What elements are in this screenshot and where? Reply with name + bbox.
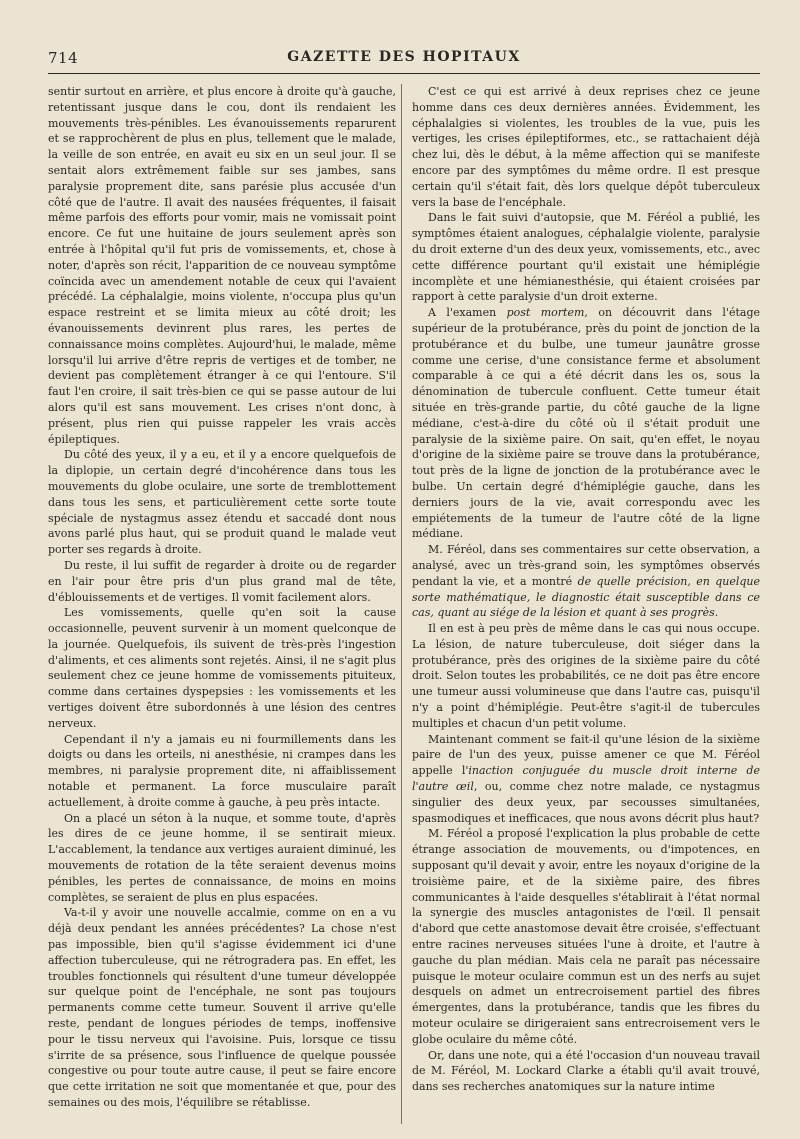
column-divider xyxy=(401,84,402,1124)
paragraph: Il en est à peu près de même dans le cas qui nous occupe. La lésion, de nature tuberculeuse, doit siéger dans la protubérance, près des origines de la sixième paire du côté droit. Selon toutes les probabilités, ce ne doit pas être encore une tumeur aussi volumineuse que dans l'autre cas, puisqu'il n'y a point d'hémiplégie. Peut-être s'agit-il de tubercules multiples et chacun d'un petit volume. xyxy=(412,622,760,730)
paragraph xyxy=(412,305,760,542)
paragraph: Du côté des yeux, il y a eu, et il y a encore quelquefois de la diplopie, un certain degré d'incohérence dans tous les mouvements du globe oculaire, une sorte de tremblottement dans tous les sens, et particulièrement cette sorte toute spéciale de nystagmus assez étendu et saccadé dont nous avons parlé plus haut, qui se produit quand le malade veut porter ses regards à droite. xyxy=(48,448,396,557)
page-number: 714 xyxy=(48,49,79,67)
paragraph: Va-t-il y avoir une nouvelle accalmie, comme on en a vu déjà deux pendant les années précédentes? La chose n'est pas impossible, bien qu'il s'agisse évidemment ici d'une affection tuberculeuse, qui ne rétrogradera pas. En effet, les troubles fonctionnels qui résultent d'une tumeur développée sur quelque point de l'encéphale, ne sont pas toujours permanents comme cette tumeur. Souvent il arrive qu'elle reste, pendant de longues périodes de temps, inoffensive pour le tissu nerveux qui l'avoisine. Puis, lorsque ce tissu s'irrite de sa présence, sous l'influence de quelque poussée congestive ou pour toute autre cause, il peut se faire encore que cette irritation ne soit que momentanée et que, pour des semaines ou des mois, l'équilibre se rétablisse. xyxy=(48,906,396,1109)
italic-run: post mortem xyxy=(506,306,585,320)
paragraph: Du reste, il lui suffit de regarder à droite ou de regarder en l'air pour être pris d'un plus grand mal de tête, d'éblouissements et de vertiges. Il vomit facilement alors. xyxy=(48,558,396,604)
paragraph: sentir surtout en arrière, et plus encore à droite qu'à gauche, retentissant jusque dans le cou, dont ils rendaient les mouvements très-pénibles. Les évanouissements reparurent et se rapprochèrent de plus en plus, tellement que le malade, la veille de son entrée, en avait eu six en un seul jour. Il se sentait alors extrêmement faible sur ses jambes, sans paralysie proprement dite, sans parésie plus accusée d'un côté que de l'autre. Il avait des nausées fréquentes, il faisait même parfois des efforts pour vomir, mais ne vomissait point encore. Ce fut une huitaine de jours seulement après son entrée à l'hôpital qu'il fut pris de vomissements, et, chose à noter, d'après son récit, l'apparition de ce nouveau symptôme coïncida avec un amendement notable de ceux qui l'avaient précédé. La céphalalgie, moins violente, n'occupa plus qu'un espace restreint et se limita mieux au côté droit; les évanouissements devinrent plus rares, les pertes de connaissance moins complètes. Aujourd'hui, le malade, même lorsqu'il lui arrive d'être repris de vertiges et de tomber, ne devient pas complètement étranger à ce qui l'entoure. S'il faut l'en croire, il sait très-bien ce qui se passe autour de lui alors qu'il est sans mouvement. Les crises n'ont donc, à présent, plus rien qui puisse rappeler les vrais accès épileptiques. xyxy=(48,85,396,446)
right-column xyxy=(412,84,760,1095)
italic-run: de quelle précision, en quelque sorte mathématique, le diagnostic était susceptible dans ce cas, quant au siége de la lésion et quant à ses progrès. xyxy=(412,574,760,620)
text-run: , on découvrit dans l'étage supérieur de la protubérance, près du point de jonction de la protubérance et du bulbe, une tumeur jaunâtre grosse comme une cerise, d'une consistance ferme et absolument comparable à ce qui a été décrit dans les os, sous la dénomination de tubercule confluent. Cette tumeur était située en très-grande partie, du côté gauche de la ligne médiane, c'est-à-dire du côté où il s'était produit une paralysie de la sixième paire. On sait, qu'en effet, le noyau d'origine de la sixième paire se trouve dans la protubérance, tout près de la ligne de jonction de la protubérance avec le bulbe. Un certain degré d'hémiplégie gauche, dans les derniers jours de la vie, avait correspondu avec les empiétements de la tumeur de l'autre côté de la ligne médiane. xyxy=(412,306,760,541)
paragraph: Or, dans une note, qui a été l'occasion d'un nouveau travail de M. Féréol, M. Lockard Clarke a établi qu'il avait trouvé, dans ses recherches anatomiques sur la nature intime xyxy=(412,1048,760,1094)
italic-run: inaction conjuguée du muscle droit interne de l'autre œil xyxy=(412,764,760,794)
paragraph: Cependant il n'y a jamais eu ni fourmillements dans les doigts ou dans les orteils, ni anesthésie, ni crampes dans les membres, ni paralysie proprement dite, ni affaiblissement notable et permanent. La force musculaire paraît actuellement, à droite comme à gauche, à peu près intacte. xyxy=(48,732,396,809)
text-run: M. Féréol, dans ses commentaires sur cette observation, a analysé, avec un très-grand soin, les symptômes observés pendant la vie, et a montré xyxy=(412,543,760,588)
paragraph: Dans le fait suivi d'autopsie, que M. Féréol a publié, les symptômes étaient analogues, céphalalgie violente, paralysie du droit externe d'un des deux yeux, vomissements, etc., avec cette différence pourtant qu'il existait une hémiplégie incomplète et une hémianesthésie, qui étaient croisées par rapport à cette paralysie d'un droit externe. xyxy=(412,211,760,304)
paragraph xyxy=(412,732,760,827)
header-rule xyxy=(48,73,760,74)
text-run: , ou, comme chez notre malade, ce nystagmus singulier des deux yeux, par secousses simultanées, spasmodiques et inefficaces, que nous avons décrit plus haut? xyxy=(412,780,760,825)
journal-title: GAZETTE DES HOPITAUX xyxy=(287,49,521,65)
text-run: A l'examen xyxy=(428,306,507,320)
paragraph: M. Féréol a proposé l'explication la plus probable de cette étrange association de mouvements, ou d'impotences, en supposant qu'il devait y avoir, entre les noyaux d'origine de la troisième paire, et de la sixième paire, des fibres communicantes à l'aide desquelles s'établirait à l'état normal la synergie des muscles antagonistes de l'œil. Il pensait d'abord que cette anastomose devait être croisée, s'effectuant entre racines nerveuses situées l'une à droite, et l'autre à gauche du plan médian. Mais cela ne paraît pas nécessaire puisque le moteur oculaire commun est un des nerfs au sujet desquels on admet un entrecroisement partiel des fibres émergentes, dans la protubérance, tandis que les fibres du moteur oculaire se dirigeraient sans entrecroisement vers le globe oculaire du même côté. xyxy=(412,827,760,1046)
paragraph: C'est ce qui est arrivé à deux reprises chez ce jeune homme dans ces deux dernières années. Évidemment, les céphalalgies si violentes, les troubles de la vue, puis les vertiges, les crises épileptiformes, etc., se rattachaient déjà chez lui, dès le début, à la même affection qui se manifeste encore par des symptômes du même ordre. Il est presque certain qu'il s'était fait, dès lors quelque dépôt tuberculeux vers la base de l'encéphale. xyxy=(412,85,760,209)
left-column xyxy=(48,84,396,1111)
paragraph: Les vomissements, quelle qu'en soit la cause occasionnelle, peuvent survenir à un moment quelconque de la journée. Quelquefois, ils suivent de très-près l'ingestion d'aliments, et ces aliments sont rejetés. Ainsi, il ne s'agit plus seulement chez ce jeune homme de vomissements pituiteux, comme dans certaines dyspepsies : les vomissements et les vertiges doivent être subordonnés à une lésion des centres nerveux. xyxy=(48,606,396,730)
text-run: Maintenant comment se fait-il qu'une lésion de la sixième paire de l'un des yeux, puisse amener ce que M. Féréol appelle l' xyxy=(412,732,760,778)
paragraph xyxy=(412,542,760,621)
page-header xyxy=(48,46,760,72)
paragraph: On a placé un séton à la nuque, et somme toute, d'après les dires de ce jeune homme, il se sentirait mieux. L'accablement, la tendance aux vertiges auraient diminué, les mouvements de rotation de la tête seraient devenus moins pénibles, les pertes de connaissance, de moins en moins complètes, se seraient de plus en plus espacées. xyxy=(48,811,396,904)
